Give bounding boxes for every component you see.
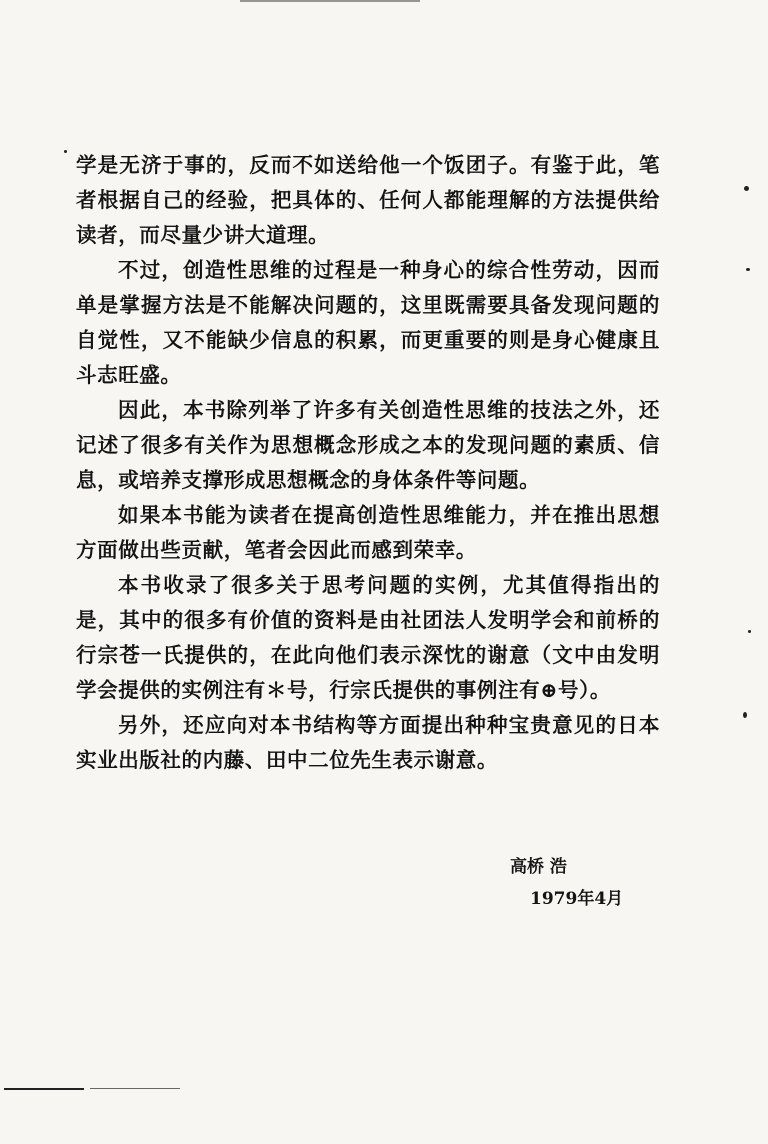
- scan-speck: [743, 712, 747, 718]
- paragraph-2: 不过，创造性思维的过程是一种身心的综合性劳动，因而单是掌握方法是不能解决问题的，这里既需要具备发现问题的自觉性，又不能缺少信息的积累，而更重要的则是身心健康且斗志旺盛。: [76, 258, 660, 387]
- signature-date: 1979年4月: [530, 889, 624, 909]
- bottom-scan-rule: [4, 1088, 84, 1090]
- paragraph-6: 另外，还应向对本书结构等方面提出种种宝贵意见的日本实业出版社的内藤、田中二位先生表示谢意。: [76, 713, 660, 772]
- scan-speck: [746, 268, 750, 271]
- scan-speck: [744, 186, 749, 191]
- scan-speck: [64, 150, 67, 153]
- bottom-scan-rule-faint: [90, 1088, 180, 1089]
- paragraph-3: 因此，本书除列举了许多有关创造性思维的技法之外，还记述了很多有关作为思想概念形成之本的发现问题的素质、信息，或培养支撑形成思想概念的身体条件等问题。: [76, 398, 660, 492]
- top-scan-rule: [240, 0, 420, 2]
- paragraph-4: 如果本书能为读者在提高创造性思维能力，并在推出思想方面做出些贡献，笔者会因此而感到荣幸。: [76, 503, 660, 562]
- scan-speck: [748, 630, 751, 633]
- signature-block: [510, 852, 623, 914]
- paragraph-5: 本书收录了很多关于思考问题的实例，尤其值得指出的是，其中的很多有价值的资料是由社团法人发明学会和前桥的行宗苍一氏提供的，在此向他们表示深忱的谢意（文中由发明学会提供的实例注有＊号，行宗氏提供的事例注有⊕号）。: [76, 573, 660, 702]
- paragraph-1: 学是无济于事的，反而不如送给他一个饭团子。有鉴于此，笔者根据自己的经验，把具体的、任何人都能理解的方法提供给读者，而尽量少讲大道理。: [76, 153, 660, 247]
- signature-author: 高桥 浩: [510, 857, 567, 877]
- body-text: [76, 148, 660, 778]
